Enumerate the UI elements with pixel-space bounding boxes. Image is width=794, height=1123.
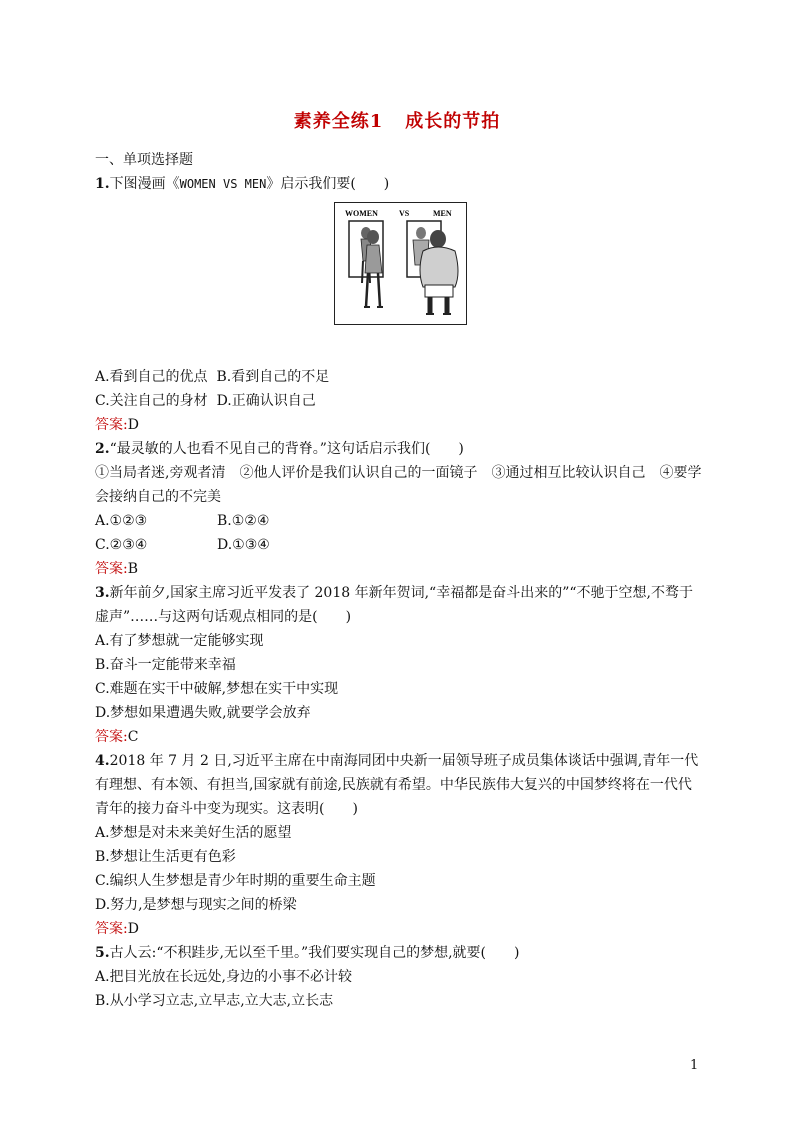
q4-option-c: C.编织人生梦想是青少年时期的重要生命主题: [95, 873, 376, 889]
question-4-answer: 答案:D: [95, 921, 139, 937]
cartoon-label-vs: VS: [398, 209, 409, 218]
q1-option-b: B.看到自己的不足: [216, 369, 330, 385]
question-1-answer: 答案:D: [95, 417, 139, 433]
q1-option-c: C.关注自己的身材: [95, 393, 208, 409]
question-3-answer: 答案:C: [95, 729, 139, 745]
q4-option-d: D.努力,是梦想与现实之间的桥梁: [95, 897, 297, 913]
question-4-stem: 4.2018 年 7 月 2 日,习近平主席在中南海同团中央新一届领导班子成员集体谈话中强调,青年一代有理想、有本领、有担当,国家就有前途,民族就有希望。中华民族伟大复兴的中国梦终将在一代代青年的接力奋斗中变为现实。这表明( ): [95, 753, 699, 817]
question-1-stem: 1.下图漫画《WOMEN VS MEN》启示我们要( ): [95, 176, 390, 192]
question-2-answer: 答案:B: [95, 561, 139, 577]
question-1-options-row-1: [95, 365, 705, 389]
woman-legs: [366, 273, 380, 307]
q5-option-b: B.从小学习立志,立早志,立大志,立长志: [95, 993, 334, 1009]
women-vs-men-cartoon: [334, 202, 467, 325]
q5-option-a: A.把目光放在长远处,身边的小事不必计较: [95, 969, 353, 985]
document-body: [95, 148, 705, 1013]
q3-option-a: A.有了梦想就一定能够实现: [95, 633, 264, 649]
q1-option-d: D.正确认识自己: [216, 393, 316, 409]
cartoon-figure: [95, 202, 705, 325]
man-shorts: [425, 285, 453, 297]
question-5-stem: 5.古人云:“不积跬步,无以至千里。”我们要实现自己的梦想,就要( ): [95, 945, 520, 961]
woman-head: [367, 230, 379, 244]
man-body: [420, 247, 458, 287]
q3-option-b: B.奋斗一定能带来幸福: [95, 657, 236, 673]
title-left: 素养全练1: [293, 111, 384, 132]
q4-option-b: B.梦想让生活更有色彩: [95, 849, 236, 865]
woman-body: [365, 245, 382, 273]
q2-option-b: B.①②④: [217, 513, 270, 529]
page-title: [0, 107, 794, 133]
q2-option-d: D.①③④: [217, 537, 270, 553]
man-mirror-head: [416, 227, 426, 239]
q1-option-a: A.看到自己的优点: [95, 369, 208, 385]
q3-option-c: C.难题在实干中破解,梦想在实干中实现: [95, 681, 339, 697]
q4-option-a: A.梦想是对未来美好生活的愿望: [95, 825, 292, 841]
question-2-options-row-1: [95, 509, 705, 533]
q3-option-d: D.梦想如果遭遇失败,就要学会放弃: [95, 705, 311, 721]
title-right: 成长的节拍: [405, 111, 501, 132]
man-head: [430, 230, 446, 248]
question-1-options-row-2: [95, 389, 705, 413]
man-legs: [430, 297, 447, 313]
question-2-stem: 2.“最灵敏的人也看不见自己的背脊。”这句话启示我们( ): [95, 441, 464, 457]
question-2-options-row-2: [95, 533, 705, 557]
q2-option-c: C.②③④: [95, 537, 148, 553]
page-number: 1: [690, 1058, 699, 1073]
section-heading: 一、单项选择题: [95, 152, 193, 168]
q2-option-a: A.①②③: [95, 513, 148, 529]
cartoon-drawing: [335, 203, 466, 324]
cartoon-label-men: MEN: [432, 209, 452, 218]
question-3-stem: 3.新年前夕,国家主席习近平发表了 2018 年新年贺词,“幸福都是奋斗出来的”“不驰于空想,不骛于虚声”……与这两句话观点相同的是( ): [95, 585, 693, 625]
cartoon-label-women: WOMEN: [344, 209, 378, 218]
question-2-statements: ①当局者迷,旁观者清 ②他人评价是我们认识自己的一面镜子 ③通过相互比较认识自己 ④要学会接纳自己的不完美: [95, 465, 702, 505]
